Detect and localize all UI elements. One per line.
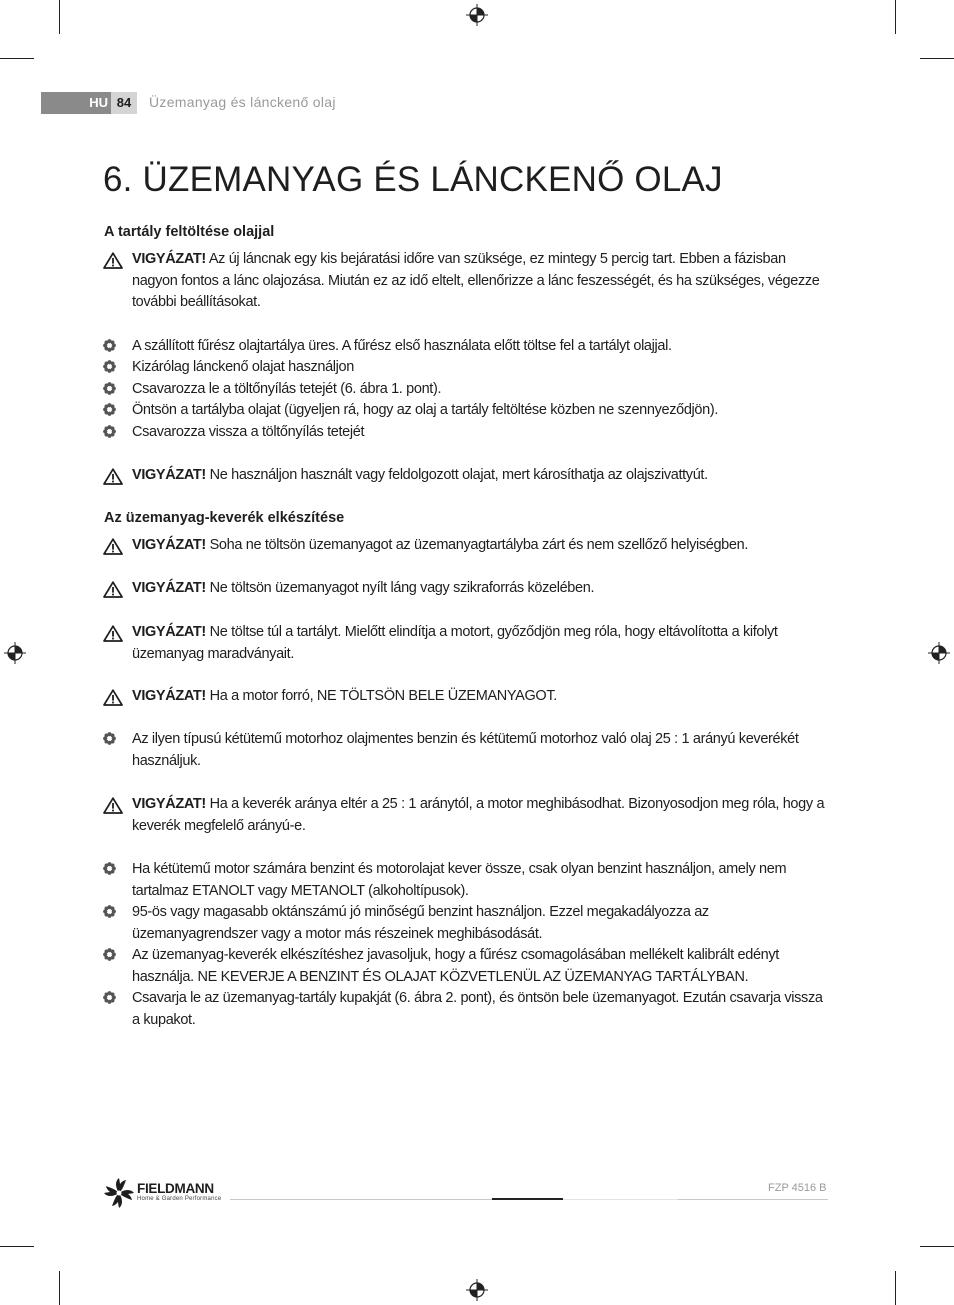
warning-item	[103, 465, 828, 487]
footer-rule	[678, 1199, 828, 1200]
section-heading: Az üzemanyag-keverék elkészítése	[104, 510, 345, 526]
flower-bullet-icon	[103, 948, 116, 961]
flower-bullet-icon	[103, 991, 116, 1004]
list-item	[103, 336, 828, 358]
crop-mark	[920, 1246, 954, 1247]
warning-text: Ne töltsön üzemanyagot nyílt láng vagy szikraforrás közelében.	[209, 580, 595, 596]
section-heading: A tartály feltöltése olajjal	[104, 224, 275, 240]
crop-mark	[895, 0, 896, 34]
warning-text: Ne töltse túl a tartályt. Mielőtt elindítja a motort, győződjön meg róla, hogy eltávolította a kifolyt üzemanyag maradványait.	[132, 624, 778, 662]
warning-label: VIGYÁZAT!	[132, 580, 206, 596]
registration-mark-icon	[4, 642, 26, 664]
crop-mark	[0, 58, 34, 59]
list-item-text: Az ilyen típusú kétütemű motorhoz olajmentes benzin és kétütemű motorhoz való olaj 25 : 1 arányú keverékét használjuk.	[132, 731, 799, 769]
model-number: FZP 4516 B	[768, 1182, 827, 1194]
language-code: HU	[89, 95, 108, 110]
warning-triangle-icon	[103, 581, 123, 598]
warning-item	[103, 686, 828, 708]
flower-bullet-icon	[103, 339, 116, 352]
warning-triangle-icon	[103, 252, 123, 269]
list-item	[103, 988, 828, 1031]
warning-label: VIGYÁZAT!	[132, 251, 206, 267]
footer-rule-accent	[492, 1198, 563, 1200]
warning-text: Ne használjon használt vagy feldolgozott olajat, mert károsíthatja az olajszivattyút.	[209, 467, 708, 483]
page-title: 6. ÜZEMANYAG ÉS LÁNCKENŐ OLAJ	[103, 160, 723, 199]
list-item	[103, 859, 828, 902]
footer-rule	[563, 1199, 678, 1200]
warning-triangle-icon	[103, 797, 123, 814]
list-item-text: Kizárólag lánckenő olajat használjon	[132, 359, 354, 375]
flower-bullet-icon	[103, 862, 116, 875]
flower-bullet-icon	[103, 425, 116, 438]
list-item-text: Ha kétütemű motor számára benzint és motorolajat kever össze, csak olyan benzint használjon, amely nem tartalmaz ETANOLT vagy METANOLT (alkoholtípusok).	[132, 861, 787, 899]
flower-bullet-icon	[103, 360, 116, 373]
list-item-text: Csavarozza vissza a töltőnyílás tetejét	[132, 424, 365, 440]
list-item	[103, 379, 828, 401]
brand-tagline: Home & Garden Performance	[137, 1196, 222, 1202]
list-item-text: 95-ös vagy magasabb oktánszámú jó minőségű benzint használjon. Ezzel megakadályozza az üzemanyagrendszer vagy a motor más részeinek meghibásodását.	[132, 904, 709, 942]
warning-text: Ha a motor forró, NE TÖLTSÖN BELE ÜZEMANYAGOT.	[209, 688, 557, 704]
crop-mark	[59, 0, 60, 34]
flower-bullet-icon	[103, 382, 116, 395]
warning-triangle-icon	[103, 538, 123, 555]
warning-text: Ha a keverék aránya eltér a 25 : 1 aránytól, a motor meghibásodhat. Bizonyosodjon meg róla, hogy a keverék megfelelő arányú-e.	[132, 796, 825, 834]
crop-mark	[0, 1246, 34, 1247]
footer-rule	[230, 1199, 492, 1200]
brand-name: FIELDMANN	[137, 1181, 214, 1196]
list-item-text: Csavarozza le a töltőnyílás tetejét (6. ábra 1. pont).	[132, 381, 442, 397]
list-item	[103, 945, 828, 988]
warning-triangle-icon	[103, 689, 123, 706]
list-item	[103, 729, 828, 772]
registration-mark-icon	[466, 1279, 488, 1301]
warning-triangle-icon	[103, 468, 123, 485]
list-item-text: Csavarja le az üzemanyag-tartály kupakját (6. ábra 2. pont), és öntsön bele üzemanyagot. Ezután csavarja vissza a kupakot.	[132, 990, 823, 1028]
list-item	[103, 422, 828, 444]
list-item-text: A szállított fűrész olajtartálya üres. A fűrész első használata előtt töltse fel a tartályt olajjal.	[132, 338, 672, 354]
registration-mark-icon	[928, 642, 950, 664]
warning-label: VIGYÁZAT!	[132, 467, 206, 483]
crop-mark	[895, 1271, 896, 1305]
warning-item	[103, 622, 828, 665]
list-item-text: Öntsön a tartályba olajat (ügyeljen rá, hogy az olaj a tartály feltöltése közben ne szennyeződjön).	[132, 402, 718, 418]
warning-item	[103, 535, 828, 557]
flower-bullet-icon	[103, 905, 116, 918]
warning-label: VIGYÁZAT!	[132, 688, 206, 704]
crop-mark	[920, 58, 954, 59]
flower-bullet-icon	[103, 732, 116, 745]
list-item	[103, 400, 828, 422]
fieldmann-fan-logo-icon	[103, 1177, 135, 1209]
warning-label: VIGYÁZAT!	[132, 624, 206, 640]
list-item-text: Az üzemanyag-keverék elkészítéshez javasoljuk, hogy a fűrész csomagolásában mellékelt kalibrált edényt használja. NE KEVERJE A BENZINT ÉS OLAJAT KÖZVETLENÜL AZ ÜZEMANYAG TARTÁLYBAN.	[132, 947, 779, 985]
warning-label: VIGYÁZAT!	[132, 796, 206, 812]
list-item	[103, 357, 828, 379]
warning-item	[103, 794, 828, 837]
registration-mark-icon	[466, 4, 488, 26]
warning-triangle-icon	[103, 625, 123, 642]
warning-item	[103, 578, 828, 600]
page-number: 84	[111, 92, 137, 114]
warning-text: Az új láncnak egy kis bejáratási időre van szüksége, ez mintegy 5 percig tart. Ebben a fázisban nagyon fontos a lánc olajozása. Miután ez az idő eltelt, ellenőrizze a lánc feszességét, és ha szükséges, végezze további beállításokat.	[132, 251, 820, 311]
warning-label: VIGYÁZAT!	[132, 537, 206, 553]
flower-bullet-icon	[103, 403, 116, 416]
running-header: Üzemanyag és lánckenő olaj	[149, 94, 336, 110]
crop-mark	[59, 1271, 60, 1305]
warning-text: Soha ne töltsön üzemanyagot az üzemanyagtartályba zárt és nem szellőző helyiségben.	[209, 537, 749, 553]
list-item	[103, 902, 828, 945]
warning-item	[103, 249, 828, 314]
